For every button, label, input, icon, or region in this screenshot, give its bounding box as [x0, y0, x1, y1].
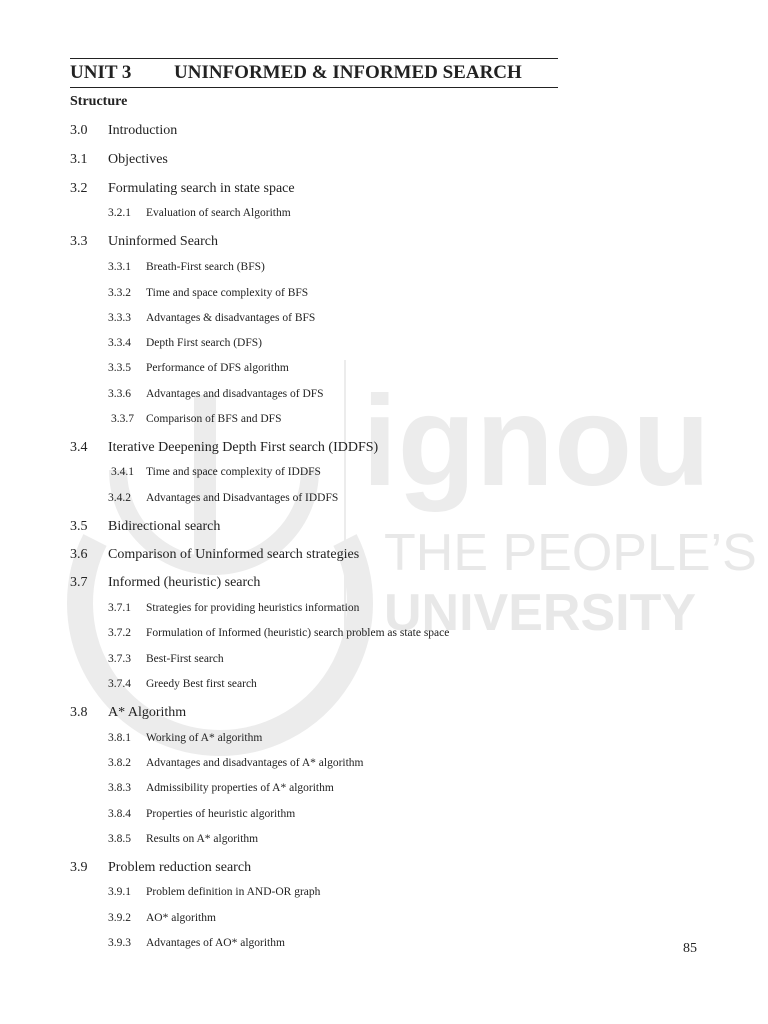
- toc-title: Best-First search: [146, 653, 224, 665]
- toc-number: 3.3.2: [108, 287, 131, 299]
- structure-heading: Structure: [70, 94, 128, 109]
- toc-title: AO* algorithm: [146, 912, 216, 924]
- toc-number: 3.0: [70, 123, 88, 138]
- toc-number: 3.3.6: [108, 388, 131, 400]
- toc-title: Introduction: [108, 123, 178, 138]
- toc-subentry: [108, 312, 315, 324]
- toc-subentry: [108, 732, 262, 744]
- toc-subentry: [108, 492, 338, 504]
- toc-subentry: [108, 886, 320, 898]
- toc-title: Depth First search (DFS): [146, 337, 262, 349]
- page-number: 85: [683, 941, 697, 956]
- toc-title: Working of A* algorithm: [146, 732, 263, 744]
- toc-number: 3.8.3: [108, 782, 131, 794]
- toc-entry: [70, 575, 260, 591]
- toc-number: 3.3: [70, 234, 88, 249]
- toc-number: 3.2: [70, 181, 88, 196]
- toc-title: Problem reduction search: [108, 860, 252, 875]
- toc-title: Objectives: [108, 152, 168, 167]
- toc-number: 3.4: [70, 440, 88, 455]
- toc-title: Iterative Deepening Depth First search (IDDFS): [108, 440, 379, 455]
- toc-subentry: [108, 937, 285, 949]
- toc-title: Breath-First search (BFS): [146, 261, 265, 273]
- toc-number: 3.9: [70, 860, 88, 875]
- toc-number: 3.1: [70, 152, 88, 167]
- toc-title: Uninformed Search: [108, 234, 219, 249]
- toc-number: 3.8.5: [108, 833, 131, 845]
- watermark-brand: ignou: [362, 370, 711, 513]
- toc-number: 3.4.2: [108, 492, 131, 504]
- toc-title: Greedy Best first search: [146, 678, 257, 690]
- page-title: [70, 58, 558, 88]
- toc-entry: [70, 181, 295, 197]
- toc-title: Strategies for providing heuristics information: [146, 602, 360, 614]
- watermark-line2: UNIVERSITY: [384, 584, 697, 642]
- toc-number: 3.3.5: [108, 362, 131, 374]
- toc-subentry: [108, 678, 257, 690]
- toc-entry: [70, 152, 168, 168]
- toc-subentry: [108, 653, 224, 665]
- toc-subentry: [111, 466, 321, 478]
- toc-number: 3.7.1: [108, 602, 131, 614]
- toc-entry: [70, 519, 220, 535]
- toc-number: 3.8.2: [108, 757, 131, 769]
- unit-title: UNINFORMED & INFORMED SEARCH: [174, 62, 522, 83]
- toc-subentry: [108, 782, 334, 794]
- toc-title: Comparison of Uninformed search strategies: [108, 547, 360, 562]
- toc-title: Formulation of Informed (heuristic) search problem as state space: [146, 627, 450, 639]
- toc-entry: [70, 234, 218, 250]
- toc-subentry: [108, 287, 308, 299]
- toc-entry: [70, 440, 378, 456]
- toc-entry: [70, 547, 359, 563]
- toc-number: 3.7.3: [108, 653, 131, 665]
- toc-number: 3.7.2: [108, 627, 131, 639]
- toc-number: 3.3.3: [108, 312, 131, 324]
- toc-subentry: [108, 207, 291, 219]
- toc-title: Problem definition in AND-OR graph: [146, 886, 321, 898]
- toc-entry: [70, 705, 186, 721]
- toc-subentry: [108, 833, 258, 845]
- toc-title: Time and space complexity of BFS: [146, 287, 309, 299]
- toc-subentry: [111, 413, 281, 425]
- toc-title: Advantages and Disadvantages of IDDFS: [146, 492, 339, 504]
- toc-title: Formulating search in state space: [108, 181, 295, 196]
- toc-title: Evaluation of search Algorithm: [146, 207, 291, 219]
- unit-label: UNIT 3: [70, 62, 132, 83]
- toc-title: Properties of heuristic algorithm: [146, 808, 296, 820]
- toc-number: 3.7: [70, 575, 88, 590]
- toc-subentry: [108, 912, 216, 924]
- toc-subentry: [108, 362, 289, 374]
- toc-title: Informed (heuristic) search: [108, 575, 261, 590]
- toc-subentry: [108, 757, 364, 769]
- toc-title: Advantages & disadvantages of BFS: [146, 312, 316, 324]
- toc-number: 3.3.1: [108, 261, 131, 273]
- toc-number: 3.2.1: [108, 207, 131, 219]
- toc-number: 3.9.1: [108, 886, 131, 898]
- toc-subentry: [108, 808, 295, 820]
- toc-number: 3.4.1: [111, 466, 134, 478]
- toc-subentry: [108, 602, 359, 614]
- toc-number: 3.3.4: [108, 337, 131, 349]
- toc-number: 3.8.1: [108, 732, 131, 744]
- toc-number: 3.6: [70, 547, 88, 562]
- toc-number: 3.9.3: [108, 937, 131, 949]
- toc-title: Performance of DFS algorithm: [146, 362, 289, 374]
- toc-title: Advantages and disadvantages of DFS: [146, 388, 324, 400]
- toc-number: 3.8: [70, 705, 88, 720]
- toc-title: Results on A* algorithm: [146, 833, 259, 845]
- toc-title: Bidirectional search: [108, 519, 221, 534]
- toc-subentry: [108, 337, 262, 349]
- toc-title: Advantages of AO* algorithm: [146, 937, 285, 949]
- toc-subentry: [108, 261, 265, 273]
- toc-entry: [70, 123, 177, 139]
- toc-subentry: [108, 627, 449, 639]
- toc-entry: [70, 860, 251, 876]
- toc-number: 3.5: [70, 519, 88, 534]
- toc-title: Comparison of BFS and DFS: [146, 413, 282, 425]
- toc-title: Time and space complexity of IDDFS: [146, 466, 321, 478]
- toc-number: 3.8.4: [108, 808, 131, 820]
- toc-subentry: [108, 388, 324, 400]
- toc-title: A* Algorithm: [108, 705, 187, 720]
- toc-title: Admissibility properties of A* algorithm: [146, 782, 334, 794]
- toc-title: Advantages and disadvantages of A* algorithm: [146, 757, 364, 769]
- toc-number: 3.7.4: [108, 678, 131, 690]
- toc-number: 3.9.2: [108, 912, 131, 924]
- watermark-line1: THE PEOPLE’S: [384, 524, 757, 582]
- toc-number: 3.3.7: [111, 413, 134, 425]
